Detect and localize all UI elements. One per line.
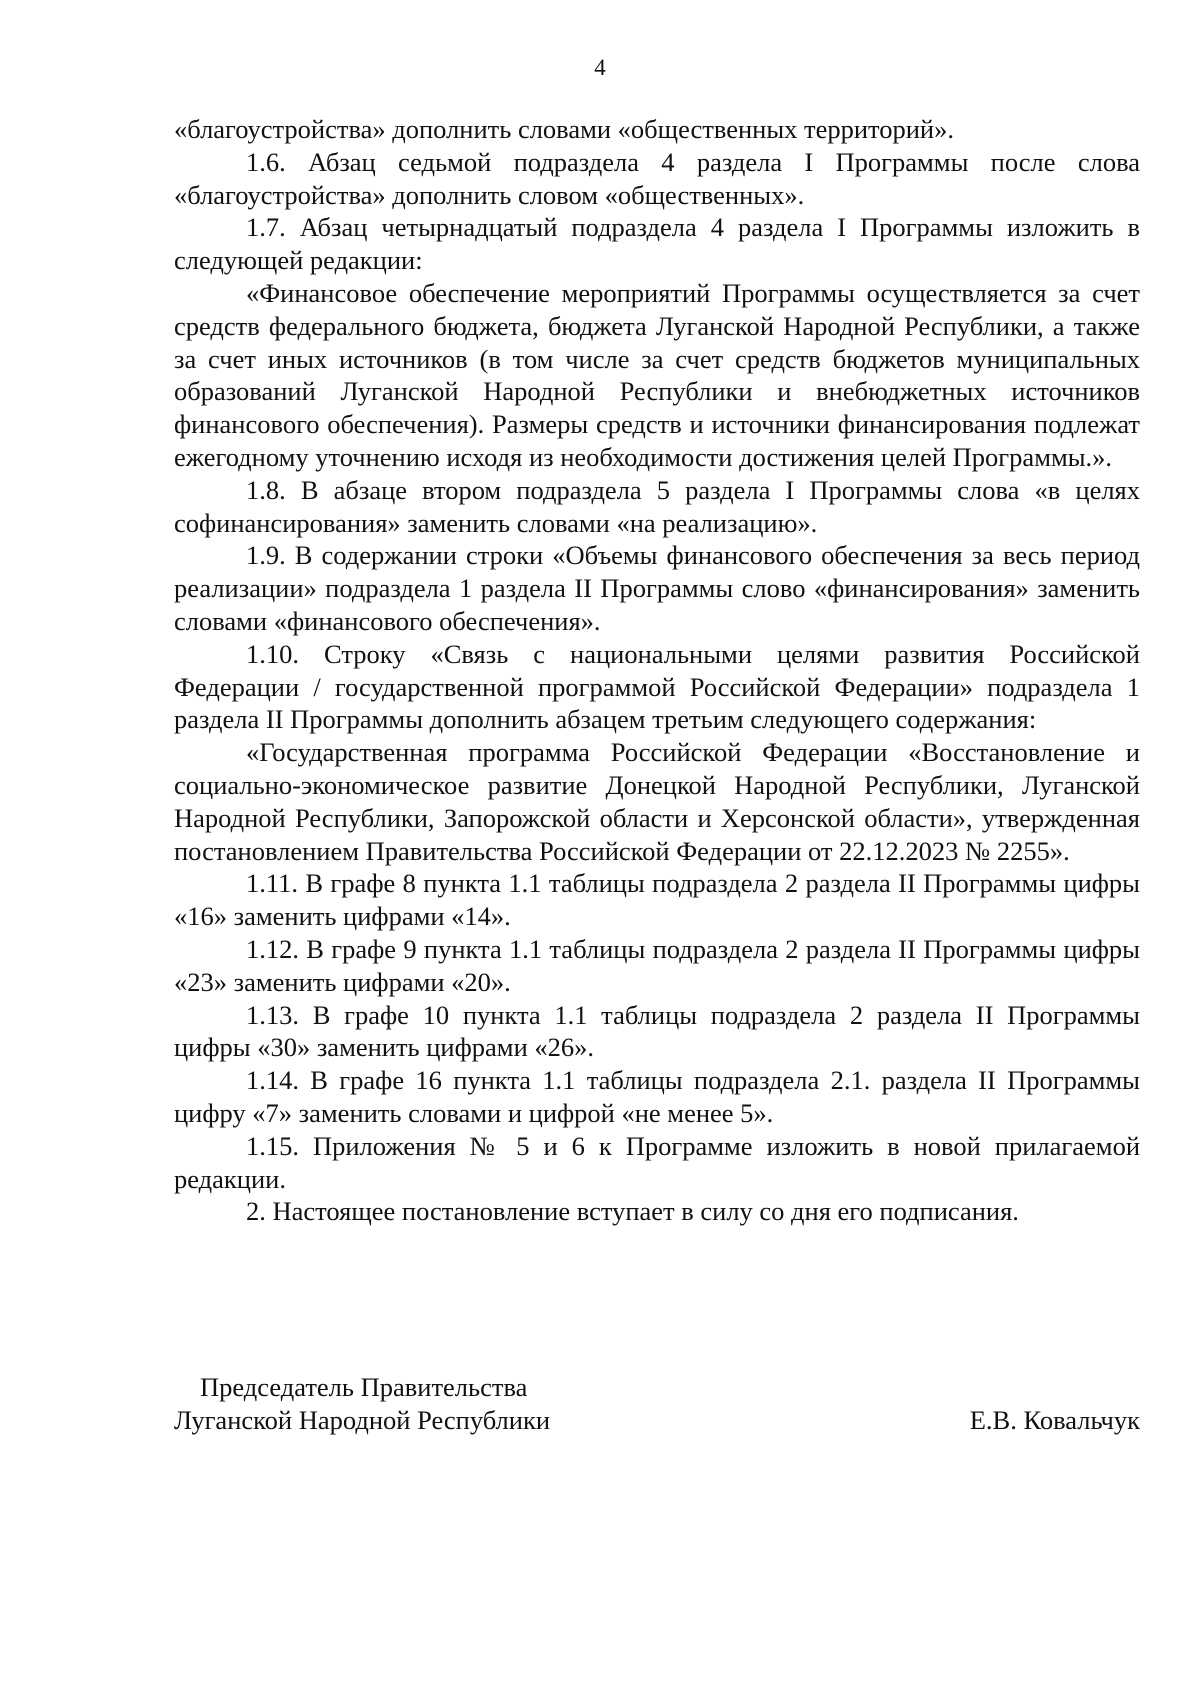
signatory-title-line2: Луганской Народной Республики — [174, 1404, 551, 1435]
document-body — [174, 113, 1140, 1228]
signature-block — [174, 1371, 1140, 1437]
paragraph: 1.15. Приложения № 5 и 6 к Программе изложить в новой прилагаемой редакции. — [174, 1130, 1140, 1194]
signatory-name: Е.В. Ковальчук — [969, 1404, 1140, 1435]
paragraph: 1.11. В графе 8 пункта 1.1 таблицы подраздела 2 раздела II Программы цифры «16» заменить цифрами «14». — [174, 868, 1140, 932]
paragraph: 1.6. Абзац седьмой подраздела 4 раздела I Программы после слова «благоустройства» дополнить словом «общественных». — [174, 146, 1140, 210]
paragraph: 2. Настоящее постановление вступает в силу со дня его подписания. — [246, 1196, 1019, 1227]
paragraph: 1.7. Абзац четырнадцатый подраздела 4 раздела I Программы изложить в следующей редакции: — [174, 212, 1140, 276]
paragraph: 1.13. В графе 10 пункта 1.1 таблицы подраздела 2 раздела II Программы цифры «30» заменить цифрами «26». — [174, 999, 1140, 1063]
paragraph: «Финансовое обеспечение мероприятий Программы осуществляется за счет средств федерального бюджета, бюджета Луганской Народной Республики, а также за счет иных источников (в том числе за счет средств бюджетов муниципальных образований Луганской Народной Республики и внебюджетных источников финансового обеспечения). Размеры средств и источники финансирования подлежат ежегодному уточнению исходя из необходимости достижения целей Программы.». — [174, 277, 1140, 472]
paragraph: 1.10. Строку «Связь с национальными целями развития Российской Федерации / государственной программой Российской Федерации» подраздела 1 раздела II Программы дополнить абзацем третьим следующего содержания: — [174, 638, 1140, 735]
paragraph: «благоустройства» дополнить словами «общественных территорий». — [174, 114, 954, 144]
page-number: 4 — [594, 55, 606, 80]
paragraph: 1.14. В графе 16 пункта 1.1 таблицы подраздела 2.1. раздела II Программы цифру «7» заменить словами и цифрой «не менее 5». — [174, 1065, 1140, 1128]
paragraph: «Государственная программа Российской Федерации «Восстановление и социально-экономическое развитие Донецкой Народной Республики, Луганской Народной Республики, Запорожской области и Херсонской области», утвержденная постановлением Правительства Российской Федерации от 22.12.2023 № 2255». — [174, 737, 1140, 866]
signatory-title-line1: Председатель Правительства — [200, 1372, 528, 1402]
paragraph: 1.8. В абзаце втором подраздела 5 раздела I Программы слова «в целях софинансирования» заменить словами «на реализацию». — [174, 474, 1140, 538]
paragraph: 1.12. В графе 9 пункта 1.1 таблицы подраздела 2 раздела II Программы цифры «23» заменить цифрами «20». — [174, 933, 1140, 997]
signatory-row — [174, 1404, 1140, 1437]
paragraph: 1.9. В содержании строки «Объемы финансового обеспечения за весь период реализации» подраздела 1 раздела II Программы слово «финансирования» заменить словами «финансового обеспечения». — [174, 540, 1140, 636]
